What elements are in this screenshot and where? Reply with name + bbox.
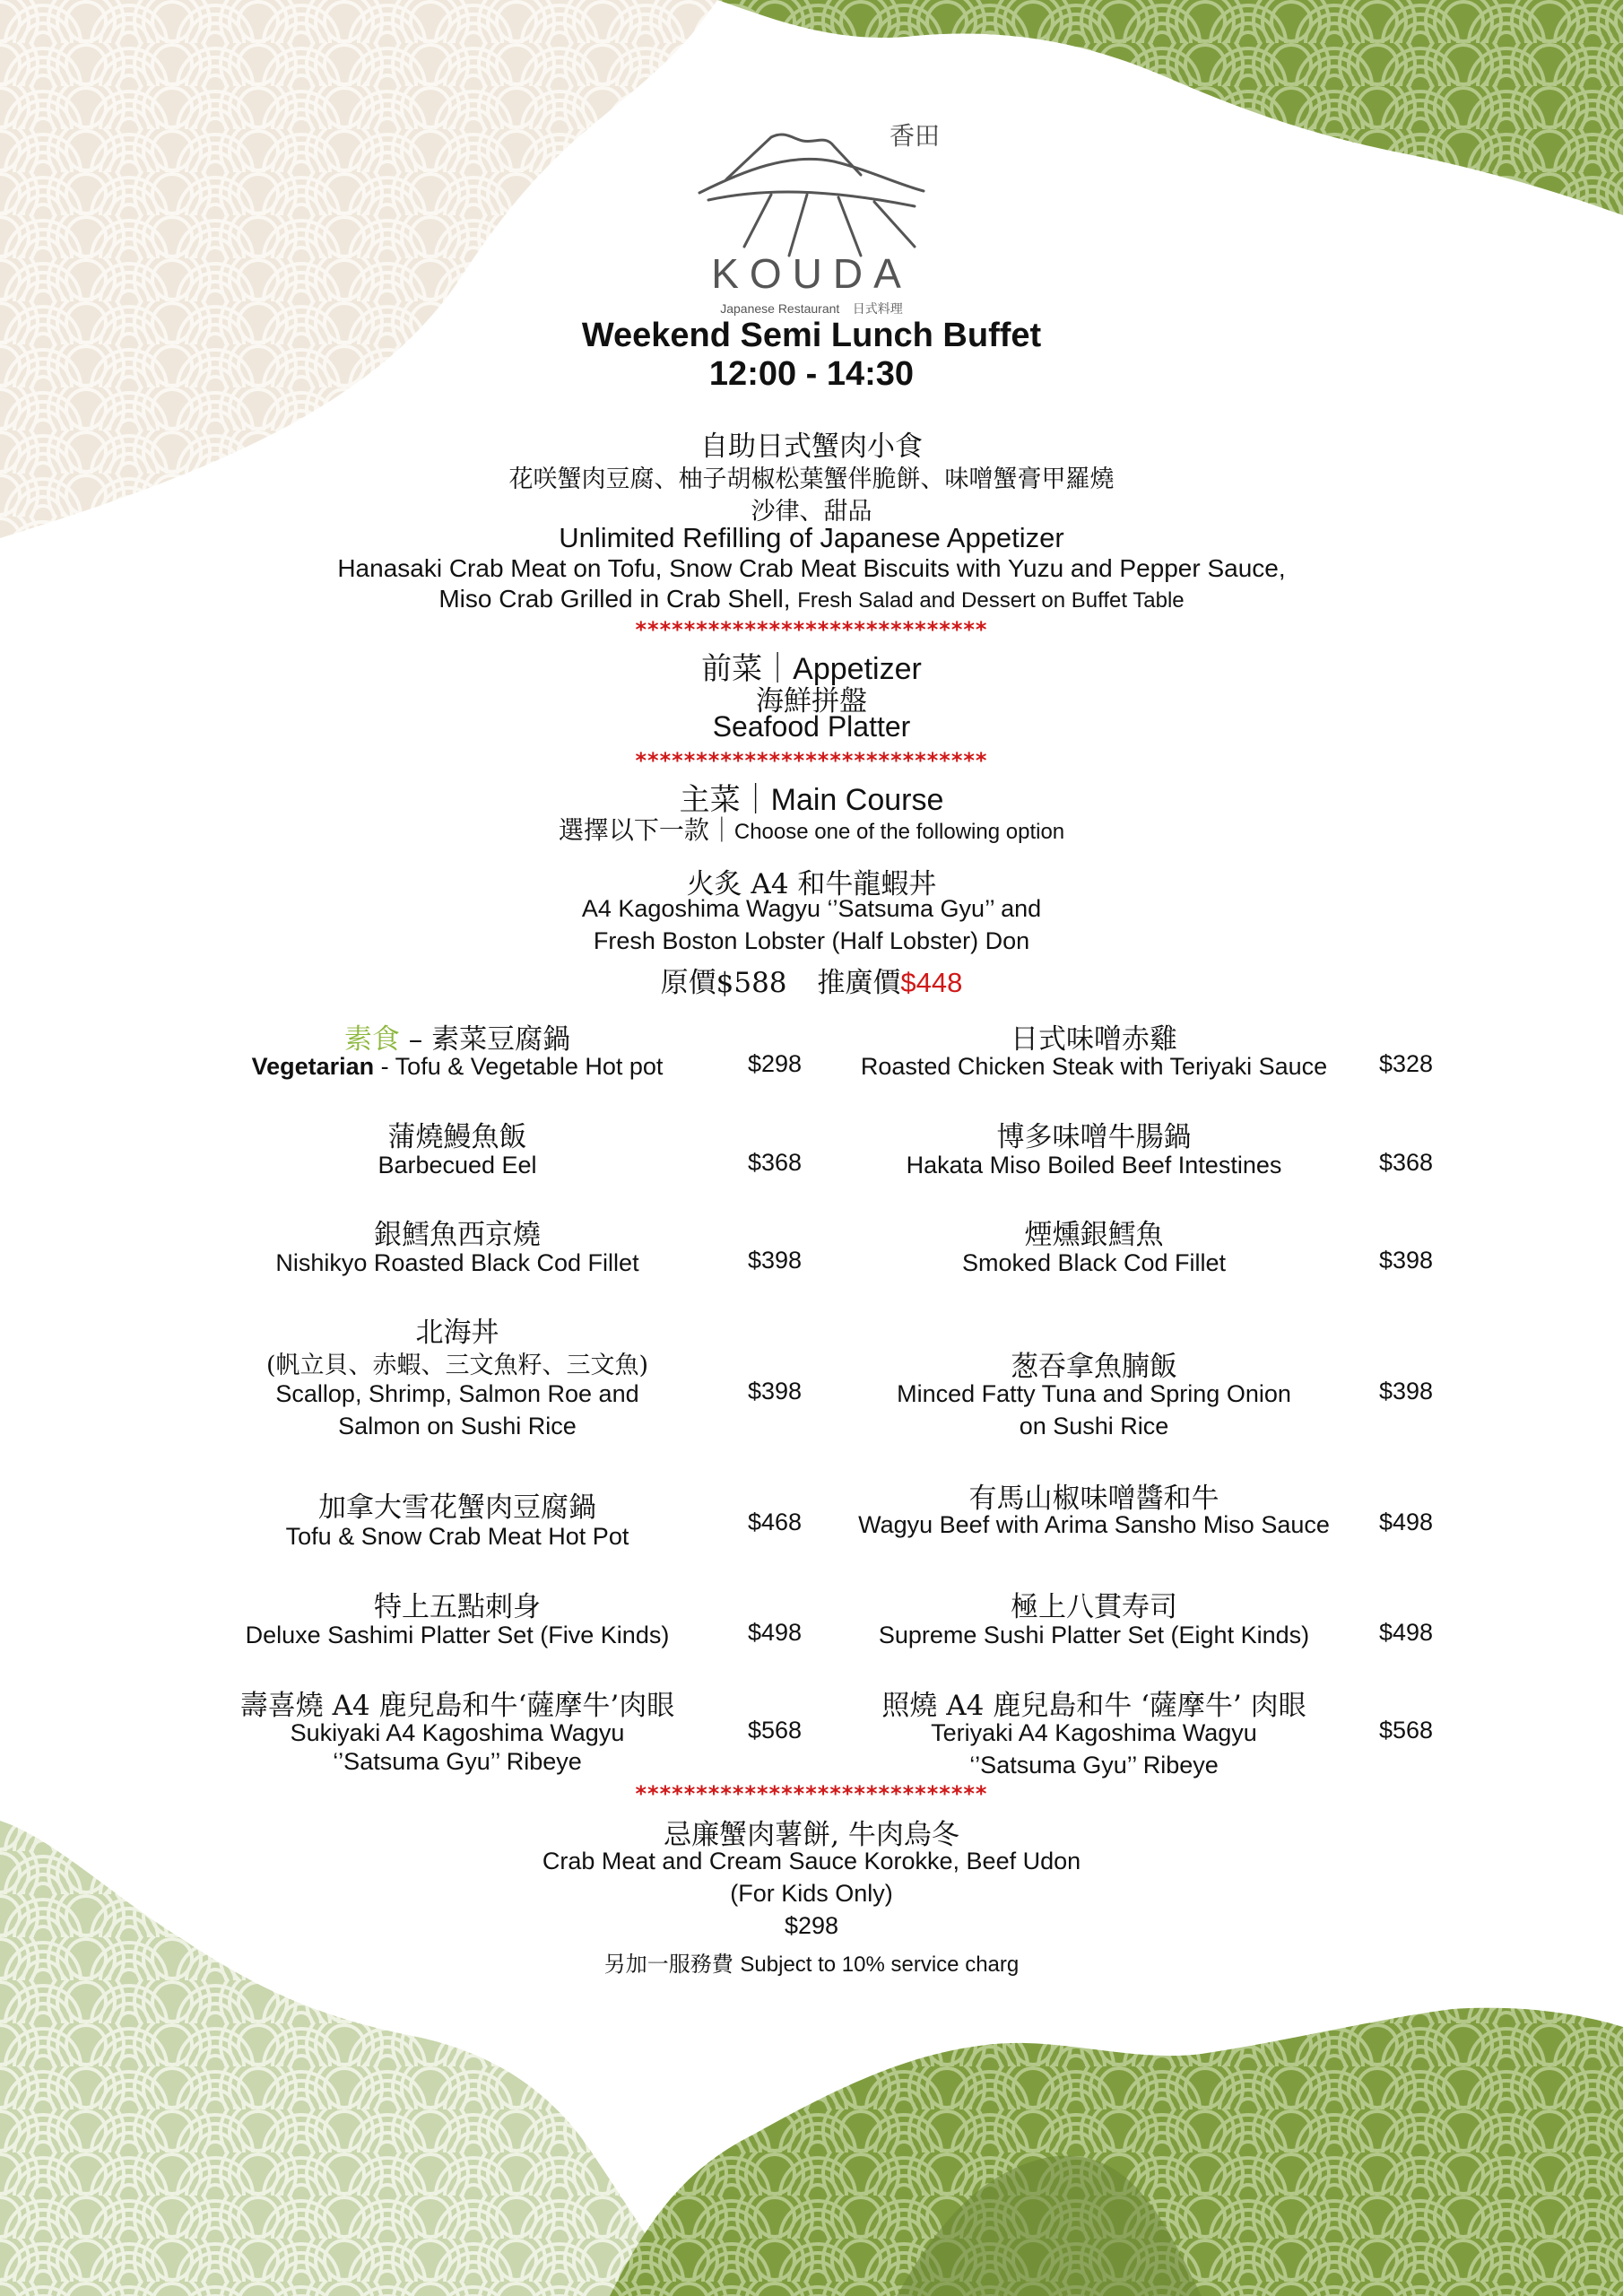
main-course-heading-zh: 主菜 [679, 782, 741, 818]
buffet-desc-en-1: Hanasaki Crab Meat on Tofu, Snow Crab Meat Biscuits with Yuzu and Pepper Sauce, [337, 554, 1286, 582]
kids-item-note: (For Kids Only) [730, 1880, 893, 1907]
menu-item-name-en: Roasted Chicken Steak with Teriyaki Sauce [860, 1053, 1328, 1080]
menu-item-name-zh: 日式味噌赤雞 [1011, 1023, 1177, 1056]
menu-item-name-en: Nishikyo Roasted Black Cod Fillet [275, 1249, 639, 1276]
feature-price [0, 960, 1623, 1000]
appetizer-item-zh: 海鮮拼盤 [756, 685, 867, 718]
feature-promo-price: $448 [900, 967, 963, 998]
menu-item-name-en: Scallop, Shrimp, Salmon Roe and [275, 1380, 639, 1407]
menu-item-name-en: Barbecued Eel [378, 1152, 537, 1178]
divider: ***************************** [635, 617, 988, 642]
menu-item-price: $398 [748, 1378, 803, 1405]
svg-text:香田: 香田 [890, 121, 941, 151]
divider: ***************************** [635, 748, 988, 773]
menu-item-price: $568 [1379, 1717, 1434, 1744]
buffet-desc-en-2b: Fresh Salad and Dessert on Buffet Table [797, 588, 1185, 613]
buffet-title-zh: 自助日式蟹肉小食 [700, 430, 923, 463]
kids-item-zh: 忌廉蟹肉薯餅, 牛肉烏冬 [664, 1819, 959, 1851]
menu-item-price: $398 [748, 1247, 803, 1274]
buffet-desc-en-2 [0, 585, 1623, 613]
menu-item-price: $498 [1379, 1619, 1434, 1646]
menu-item-name-zh: 銀鱈魚西京燒 [374, 1219, 541, 1251]
menu-item-name-en: Wagyu Beef with Arima Sansho Miso Sauce [858, 1511, 1330, 1538]
kids-item-price: $298 [784, 1912, 839, 1939]
menu-item-name-zh-text: – 素菜豆腐鍋 [399, 1023, 571, 1056]
menu-item-price: $298 [748, 1050, 803, 1077]
menu-item-name-en: Smoked Black Cod Fillet [961, 1249, 1227, 1276]
menu-item-name-zh: 博多味噌牛腸鍋 [996, 1121, 1192, 1153]
buffet-title-en: Unlimited Refilling of Japanese Appetizer [559, 522, 1064, 553]
buffet-desc-zh-1: 花咲蟹肉豆腐、柚子胡椒松葉蟹伴脆餅、味噌蟹膏甲羅燒 [508, 465, 1115, 493]
menu-item-price: $368 [1379, 1149, 1434, 1176]
feature-item-en-1: A4 Kagoshima Wagyu ‘’Satsuma Gyu’’ and [581, 895, 1042, 922]
feature-original-price: 原價$588 [660, 967, 787, 999]
main-course-heading-en: Main Course [770, 783, 944, 817]
menu-item-name-zh: 北海丼 [415, 1317, 499, 1349]
divider: ***************************** [635, 1781, 988, 1806]
heading-separator: ｜ [740, 782, 771, 818]
menu-item-name-en: Supreme Sushi Platter Set (Eight Kinds) [878, 1622, 1310, 1648]
brand-tagline-en: Japanese Restaurant [720, 301, 840, 316]
feature-item-zh: 火炙 A4 和牛龍蝦丼 [686, 868, 937, 900]
menu-item-name-zh: 蒲燒鰻魚飯 [387, 1121, 527, 1153]
menu-item-name-zh: 照燒 A4 鹿兒島和牛 ‘薩摩牛’ 肉眼 [881, 1690, 1306, 1722]
menu-item-name-en-2: ‘’Satsuma Gyu’’ Ribeye [969, 1752, 1219, 1779]
menu-item-subtitle-zh: (帆立貝、赤蝦、三文魚籽、三文魚) [265, 1352, 649, 1379]
menu-item-name-en-2: ‘’Satsuma Gyu’’ Ribeye [333, 1748, 582, 1775]
feature-item-en-2: Fresh Boston Lobster (Half Lobster) Don [593, 927, 1030, 954]
vegetarian-label-zh: 素食 [343, 1023, 400, 1056]
appetizer-item-en: Seafood Platter [712, 710, 911, 743]
menu-item-name-zh: 有馬山椒味噌醬和牛 [968, 1483, 1219, 1515]
feature-promo-label: 推廣價 [817, 967, 901, 999]
menu-item-price: $398 [1379, 1247, 1434, 1274]
service-charge-zh: 另加一服務費 [603, 1952, 733, 1977]
menu-item-name-en: Teriyaki A4 Kagoshima Wagyu [931, 1719, 1257, 1746]
menu-hours: 12:00 - 14:30 [708, 355, 915, 393]
menu-title: Weekend Semi Lunch Buffet [581, 317, 1042, 354]
menu-item-price: $398 [1379, 1378, 1434, 1405]
vegetarian-label-en: Vegetarian [251, 1053, 375, 1080]
buffet-desc-zh-2: 沙律、甜品 [751, 498, 872, 526]
menu-item-name-en-2: on Sushi Rice [1019, 1413, 1169, 1439]
menu-item-name-en-2: Salmon on Sushi Rice [338, 1413, 577, 1439]
appetizer-heading-zh: 前菜 [701, 651, 763, 687]
menu-item-price: $568 [748, 1717, 803, 1744]
choose-instruction [0, 811, 1623, 847]
choose-instruction-zh: 選擇以下一款 [558, 815, 709, 845]
menu-item-price: $498 [1379, 1509, 1434, 1535]
menu-item-name-en: Hakata Miso Boiled Beef Intestines [906, 1152, 1282, 1178]
brand-tagline [0, 300, 1623, 317]
choose-instruction-en: Choose one of the following option [733, 820, 1065, 844]
buffet-desc-en-2a: Miso Crab Grilled in Crab Shell, [438, 585, 791, 613]
menu-item-name-en: Minced Fatty Tuna and Spring Onion [897, 1380, 1291, 1407]
service-charge-en: Subject to 10% service charg [740, 1952, 1020, 1977]
menu-item-name-en: Tofu & Snow Crab Meat Hot Pot [285, 1523, 629, 1550]
menu-item-name-zh: 極上八貫寿司 [1011, 1591, 1177, 1623]
menu-item-name-zh: 壽喜燒 A4 鹿兒島和牛‘薩摩牛’肉眼 [239, 1690, 675, 1722]
brand-tagline-zh: 日式料理 [852, 302, 903, 317]
menu-item-name-en: Deluxe Sashimi Platter Set (Five Kinds) [245, 1622, 670, 1648]
menu-item-price: $368 [748, 1149, 803, 1176]
heading-separator: ｜ [708, 815, 734, 845]
kids-item-en: Crab Meat and Cream Sauce Korokke, Beef Udon [542, 1848, 1081, 1874]
heading-separator: ｜ [762, 651, 794, 687]
brand-name: KOUDA [711, 250, 912, 297]
service-charge-note [0, 1946, 1623, 1978]
menu-item-name-zh: 特上五點刺身 [374, 1591, 541, 1623]
menu-item-name-en: Sukiyaki A4 Kagoshima Wagyu [290, 1719, 625, 1746]
menu-item-price: $468 [748, 1509, 803, 1535]
menu-item-price: $498 [748, 1619, 803, 1646]
menu-item-name-en-text: - Tofu & Vegetable Hot pot [374, 1053, 664, 1080]
appetizer-heading-en: Appetizer [793, 652, 922, 686]
menu-item-name-zh: 加拿大雪花蟹肉豆腐鍋 [318, 1492, 596, 1524]
menu-item-name-zh: 煙燻銀鱈魚 [1024, 1219, 1164, 1251]
menu-item-name-en [179, 1050, 735, 1083]
menu-item-price: $328 [1379, 1050, 1434, 1077]
menu-item-name-zh: 葱吞拿魚腩飯 [1011, 1351, 1177, 1383]
